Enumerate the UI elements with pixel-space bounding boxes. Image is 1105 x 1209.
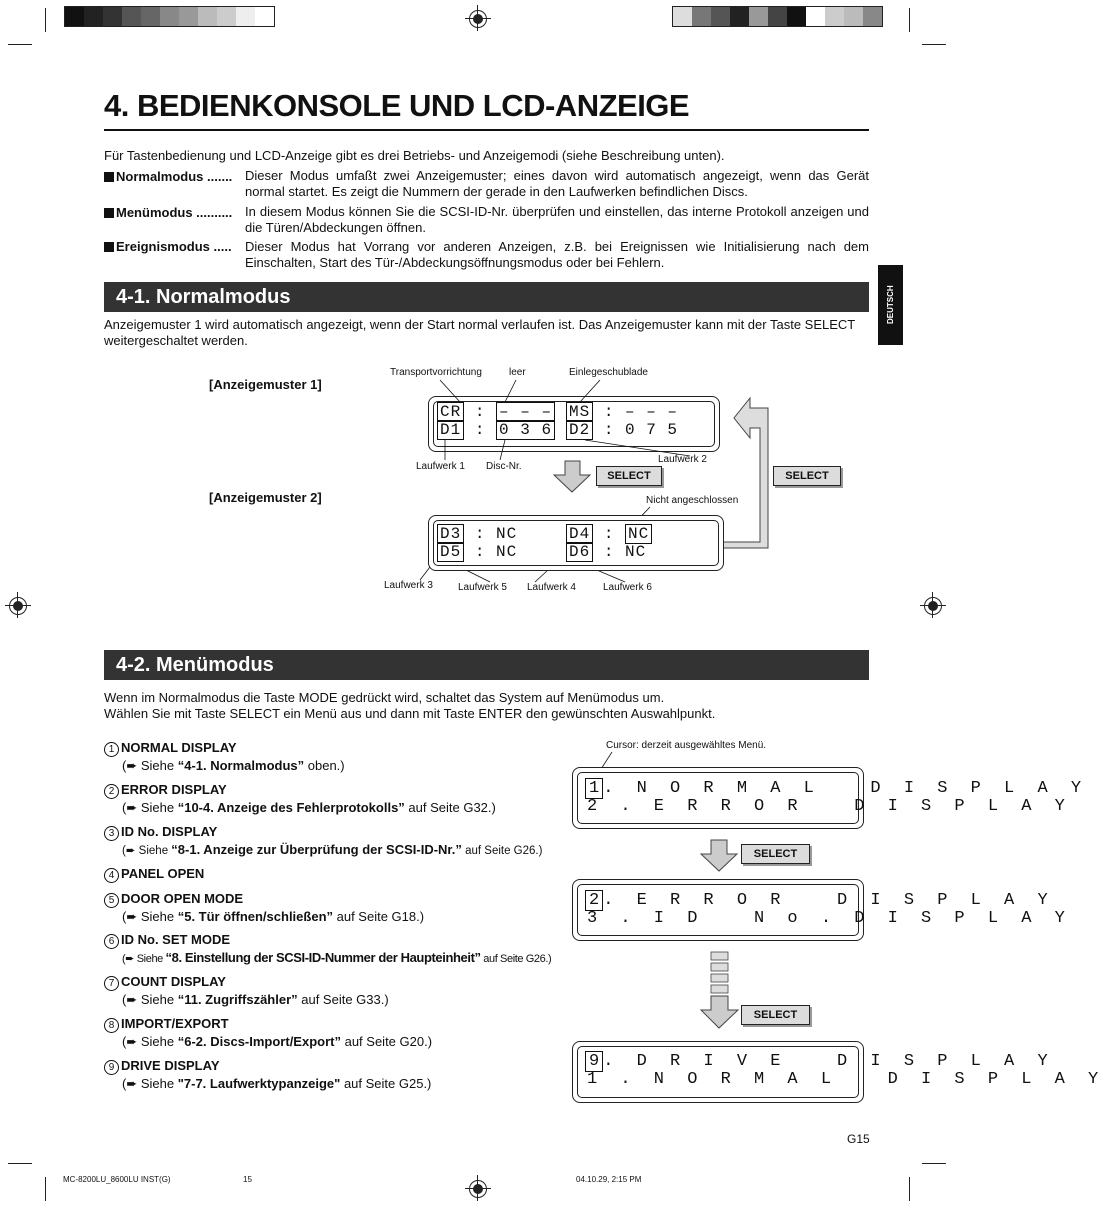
- annotation-lw3: Laufwerk 3: [384, 580, 433, 591]
- footer-file: MC-8200LU_8600LU INST(G): [63, 1175, 171, 1184]
- annotation-lw4: Laufwerk 4: [527, 582, 576, 593]
- select-button-3[interactable]: SELECT: [741, 844, 810, 864]
- language-tab: DEUTSCH: [878, 265, 903, 345]
- annotation-lw2: Laufwerk 2: [658, 454, 707, 465]
- section-heading-menumodus: 4-2. Menümodus: [104, 650, 869, 680]
- lcd1-ms: MS: [566, 402, 593, 422]
- footer-date: 04.10.29, 2:15 PM: [576, 1175, 642, 1184]
- lcd-menu-c-line1: 9 . D R I V E D I S P L A Y: [585, 1052, 1054, 1071]
- lcd1-row2-right: D2 : 0 7 5: [566, 421, 678, 439]
- menu-item-4: 4 PANEL OPEN: [104, 865, 204, 883]
- lcd1-row1: CR : – – –: [437, 403, 555, 421]
- lcd1-d2: D2: [566, 420, 593, 440]
- menu-item-5: 5 DOOR OPEN MODE (➨ Siehe “5. Tür öffnen/schließen” auf Seite G18.): [104, 890, 424, 925]
- section-heading-normalmodus: 4-1. Normalmodus: [104, 282, 869, 312]
- lcd1-d1: D1: [437, 420, 464, 440]
- lcd-menu-a-line1: 1 . N O R M A L D I S P L A Y: [585, 779, 1088, 798]
- lcd2-d4-val: NC: [625, 524, 652, 544]
- lcd2-d6: D6: [566, 542, 593, 562]
- select-button-4[interactable]: SELECT: [741, 1005, 810, 1025]
- lcd2-row2-right: D6 : NC: [566, 543, 646, 561]
- annotation-lw5: Laufwerk 5: [458, 582, 507, 593]
- annotation-nicht: Nicht angeschlossen: [646, 495, 739, 506]
- sec1-text: Anzeigemuster 1 wird automatisch angezeigt, wenn der Start normal verlaufen ist. Das Anzeigemuster kann mit der Taste SELECT weitergeschaltet werden.: [104, 317, 855, 348]
- lcd2-d3: D3: [437, 524, 464, 544]
- lcd-menu-a-line2: 2 . E R R O R D I S P L A Y: [587, 797, 1072, 816]
- lcd-menu-c-line2: 1 . N O R M A L D I S P L A Y: [587, 1070, 1105, 1089]
- annotation-leer: leer: [509, 367, 526, 378]
- lcd2-d4: D4: [566, 524, 593, 544]
- menu-item-6: 6 ID No. SET MODE (➨ Siehe “8. Einstellung der SCSI-ID-Nummer der Haupteinheit” auf Seite G26.): [104, 931, 551, 968]
- pattern1-label: [Anzeigemuster 1]: [209, 377, 322, 392]
- menu-item-9: 9 DRIVE DISPLAY (➨ Siehe "7-7. Laufwerktypanzeige" auf Seite G25.): [104, 1057, 431, 1092]
- menu-item-2: 2 ERROR DISPLAY (➨ Siehe “10-4. Anzeige des Fehlerprotokolls” auf Seite G32.): [104, 781, 496, 816]
- mode-label-normal: Normalmodus .......: [104, 169, 232, 184]
- select-button-1[interactable]: SELECT: [596, 466, 662, 486]
- mode-text-menu: In diesem Modus können Sie die SCSI-ID-Nr. überprüfen und einstellen, das interne Protokoll anzeigen und die Türen/Abdeckungen öffnen.: [245, 204, 869, 235]
- lcd1-row1-right: MS : – – –: [566, 403, 678, 421]
- sec2-text-1: Wenn im Normalmodus die Taste MODE gedrückt wird, schaltet das System auf Menümodus um.: [104, 690, 665, 705]
- menu-item-3: 3 ID No. DISPLAY (➨ Siehe “8-1. Anzeige zur Überprüfung der SCSI-ID-Nr.” auf Seite G26.): [104, 823, 542, 860]
- mode-text-event: Dieser Modus hat Vorrang vor anderen Anzeigen, z.B. bei Ereignissen wie Initialisierung nach dem Einschalten, Start des Tür-/Abdeckungsöffnungsmodus oder bei Fehlern.: [245, 239, 869, 270]
- menu-item-1: 1 NORMAL DISPLAY (➨ Siehe “4-1. Normalmodus” oben.): [104, 739, 345, 774]
- sec2-text-2: Wählen Sie mit Taste SELECT ein Menü aus und dann mit Taste ENTER den gewünschten Auswahlpunkt.: [104, 706, 716, 721]
- annotation-lw1: Laufwerk 1: [416, 461, 465, 472]
- menu-item-8: 8 IMPORT/EXPORT (➨ Siehe “6-2. Discs-Import/Export” auf Seite G20.): [104, 1015, 432, 1050]
- page-number: G15: [847, 1132, 870, 1146]
- intro-text: Für Tastenbedienung und LCD-Anzeige gibt es drei Betriebs- und Anzeigemodi (siehe Beschreibung unten).: [104, 148, 725, 163]
- page-title: 4. BEDIENKONSOLE UND LCD-ANZEIGE: [104, 88, 690, 123]
- annotation-transport: Transportvorrichtung: [390, 367, 482, 378]
- pattern2-label: [Anzeigemuster 2]: [209, 490, 322, 505]
- lcd2-d5: D5: [437, 542, 464, 562]
- mode-label-event: Ereignismodus .....: [104, 239, 232, 254]
- lcd-menu-b-line1: 2 . E R R O R D I S P L A Y: [585, 891, 1054, 910]
- mode-label-menu: Menümodus ..........: [104, 205, 232, 220]
- annotation-lw6: Laufwerk 6: [603, 582, 652, 593]
- lcd1-cr: CR: [437, 402, 464, 422]
- lcd2-row1-right: D4 : NC: [566, 525, 652, 543]
- lcd2-row1: D3 : NC: [437, 525, 517, 543]
- annotation-discnr: Disc-Nr.: [486, 461, 522, 472]
- annotation-einlege: Einlegeschublade: [569, 367, 648, 378]
- footer-page: 15: [243, 1175, 252, 1184]
- lcd1-d1-val: 0 3 6: [496, 420, 555, 440]
- cursor-note: Cursor: derzeit ausgewähltes Menü.: [606, 740, 767, 751]
- menu-item-7: 7 COUNT DISPLAY (➨ Siehe “11. Zugriffszähler” auf Seite G33.): [104, 973, 389, 1008]
- mode-text-normal: Dieser Modus umfaßt zwei Anzeigemuster; eines davon wird automatisch angezeigt, wenn das Gerät normal startet. Es zeigt die Nummern der gerade in den Laufwerken befindlichen Discs.: [245, 168, 869, 199]
- lcd-menu-b-line2: 3 . I D N o . D I S P L A Y: [587, 909, 1072, 928]
- lcd1-cr-val: – – –: [496, 402, 555, 422]
- select-button-2[interactable]: SELECT: [773, 466, 841, 486]
- lcd2-row2: D5 : NC: [437, 543, 517, 561]
- lcd1-row2: D1 : 0 3 6: [437, 421, 555, 439]
